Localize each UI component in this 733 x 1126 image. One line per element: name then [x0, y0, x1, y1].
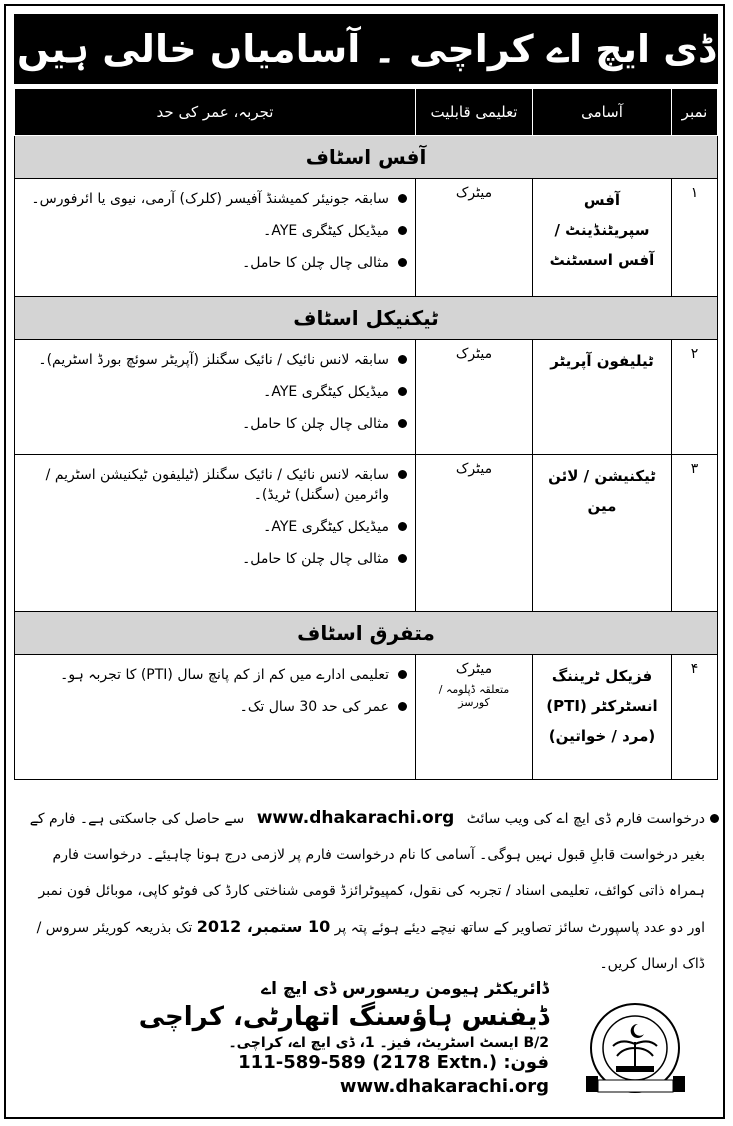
table-row — [15, 455, 718, 612]
notice-text-3: تک بذریعہ کوریئر سروس / ڈاک ارسال کریں۔ — [36, 920, 705, 972]
phone-label: فون: — [503, 1052, 549, 1073]
website-link[interactable]: www.dhakarachi.org — [256, 808, 455, 828]
street-address: 2/B ایسٹ اسٹریٹ، فیز۔ 1، ڈی ایچ اے، کراچی۔ — [228, 1035, 549, 1051]
row-number: ۱ — [672, 179, 718, 297]
section-title: ٹیکنیکل اسٹاف — [15, 297, 718, 340]
education: میٹرک — [455, 346, 493, 362]
education: میٹرک — [455, 185, 493, 201]
table-row — [15, 655, 718, 780]
section-title: آفس اسٹاف — [15, 136, 718, 179]
post-title: آفس سپریٹنڈینٹ / آفس اسسٹنٹ — [533, 179, 672, 297]
requirement-item: تعلیمی ادارے میں کم از کم پانچ سال (PTI) کا تجربہ ہو۔ — [23, 665, 389, 685]
bullet-icon — [710, 814, 719, 823]
education: میٹرک — [455, 661, 493, 677]
requirement-item: مثالی چال چلن کا حامل۔ — [23, 253, 389, 273]
education-cell — [416, 455, 533, 612]
requirements-list — [23, 189, 407, 273]
header-education: تعلیمی قابلیت — [416, 89, 533, 136]
requirement-item: میڈیکل کیٹگری AYE۔ — [23, 382, 389, 402]
table-row — [15, 179, 718, 297]
section-header — [15, 136, 718, 179]
requirements-cell — [15, 655, 416, 780]
address-block — [139, 978, 549, 1099]
deadline: 10 ستمبر، 2012 — [196, 917, 331, 936]
ad-title: ڈی ایچ اے کراچی ۔ آسامیاں خالی ہیں — [14, 14, 718, 84]
application-notice — [24, 800, 705, 982]
row-number: ۲ — [672, 340, 718, 455]
header-post: آسامی — [533, 89, 672, 136]
header-experience: تجربہ، عمر کی حد — [15, 89, 416, 136]
requirements-list — [23, 465, 407, 569]
row-number: ۳ — [672, 455, 718, 612]
phone-number: 111-589-589 (2178 Extn.) — [238, 1052, 498, 1073]
post-title: فزیکل ٹریننگ انسٹرکٹر (PTI) (مرد / خواتین) — [533, 655, 672, 780]
post-title: ٹیلیفون آپریٹر — [533, 340, 672, 455]
section-header — [15, 297, 718, 340]
education-cell — [416, 655, 533, 780]
requirements-list — [23, 350, 407, 434]
addressee: ڈائریکٹر ہیومن ریسورس ڈی ایچ اے — [261, 979, 549, 999]
requirements-cell — [15, 340, 416, 455]
requirement-item: میڈیکل کیٹگری AYE۔ — [23, 221, 389, 241]
dha-logo-icon — [578, 1000, 693, 1100]
organization-name: ڈیفنس ہاؤسنگ اتھارٹی، کراچی — [138, 1002, 549, 1032]
section-header — [15, 612, 718, 655]
requirements-cell — [15, 455, 416, 612]
requirement-item: سابقہ جونیئر کمیشنڈ آفیسر (کلرک) آرمی، نیوی یا ائرفورس۔ — [23, 189, 389, 209]
requirement-item: مثالی چال چلن کا حامل۔ — [23, 414, 389, 434]
requirement-item: میڈیکل کیٹگری AYE۔ — [23, 517, 389, 537]
education-cell — [416, 179, 533, 297]
education-note: متعلقہ ڈپلومہ / کورسز — [438, 683, 510, 709]
requirement-item: سابقہ لانس نائیک / نائیک سگنلز (ٹیلیفون ٹیکنیشن اسٹریم / وائرمین (سگنل) ٹریڈ)۔ — [23, 465, 389, 505]
education-cell — [416, 340, 533, 455]
row-number: ۴ — [672, 655, 718, 780]
section-title: متفرق اسٹاف — [15, 612, 718, 655]
table-header — [15, 89, 718, 136]
requirements-list — [23, 665, 407, 717]
notice-text-2: سے حاصل کی جاسکتی ہے۔ فارم کے بغیر درخواست قابلِ قبول نہیں ہوگی۔ آسامی کا نام درخواست فارم پر لازمی درج ہونا چاہیئے۔ درخواست فارم ہمراہ ذاتی کوائف، تعلیمی اسناد / تجربہ کی نقول، کمپیوٹرائزڈ قومی شناختی کارڈ کی فوٹو کاپی، موبائل فون نمبر اور دو عدد پاسپورٹ سائز تصاویر کے ساتھ نیچے دیئے ہوئے پتہ پر — [29, 811, 705, 936]
vacancies-table — [14, 88, 718, 780]
table-row — [15, 340, 718, 455]
post-title: ٹیکنیشن / لائن مین — [533, 455, 672, 612]
education: میٹرک — [455, 461, 493, 477]
website-footer[interactable]: www.dhakarachi.org — [339, 1076, 549, 1097]
requirement-item: سابقہ لانس نائیک / نائیک سگنلز (آپریٹر سوئچ بورڈ اسٹریم)۔ — [23, 350, 389, 370]
requirement-item: مثالی چال چلن کا حامل۔ — [23, 549, 389, 569]
header-number: نمبر — [672, 89, 718, 136]
phone-line — [139, 1051, 549, 1075]
notice-text-1: درخواست فارم ڈی ایچ اے کی ویب سائٹ — [466, 811, 705, 827]
requirement-item: عمر کی حد 30 سال تک۔ — [23, 697, 389, 717]
requirements-cell — [15, 179, 416, 297]
